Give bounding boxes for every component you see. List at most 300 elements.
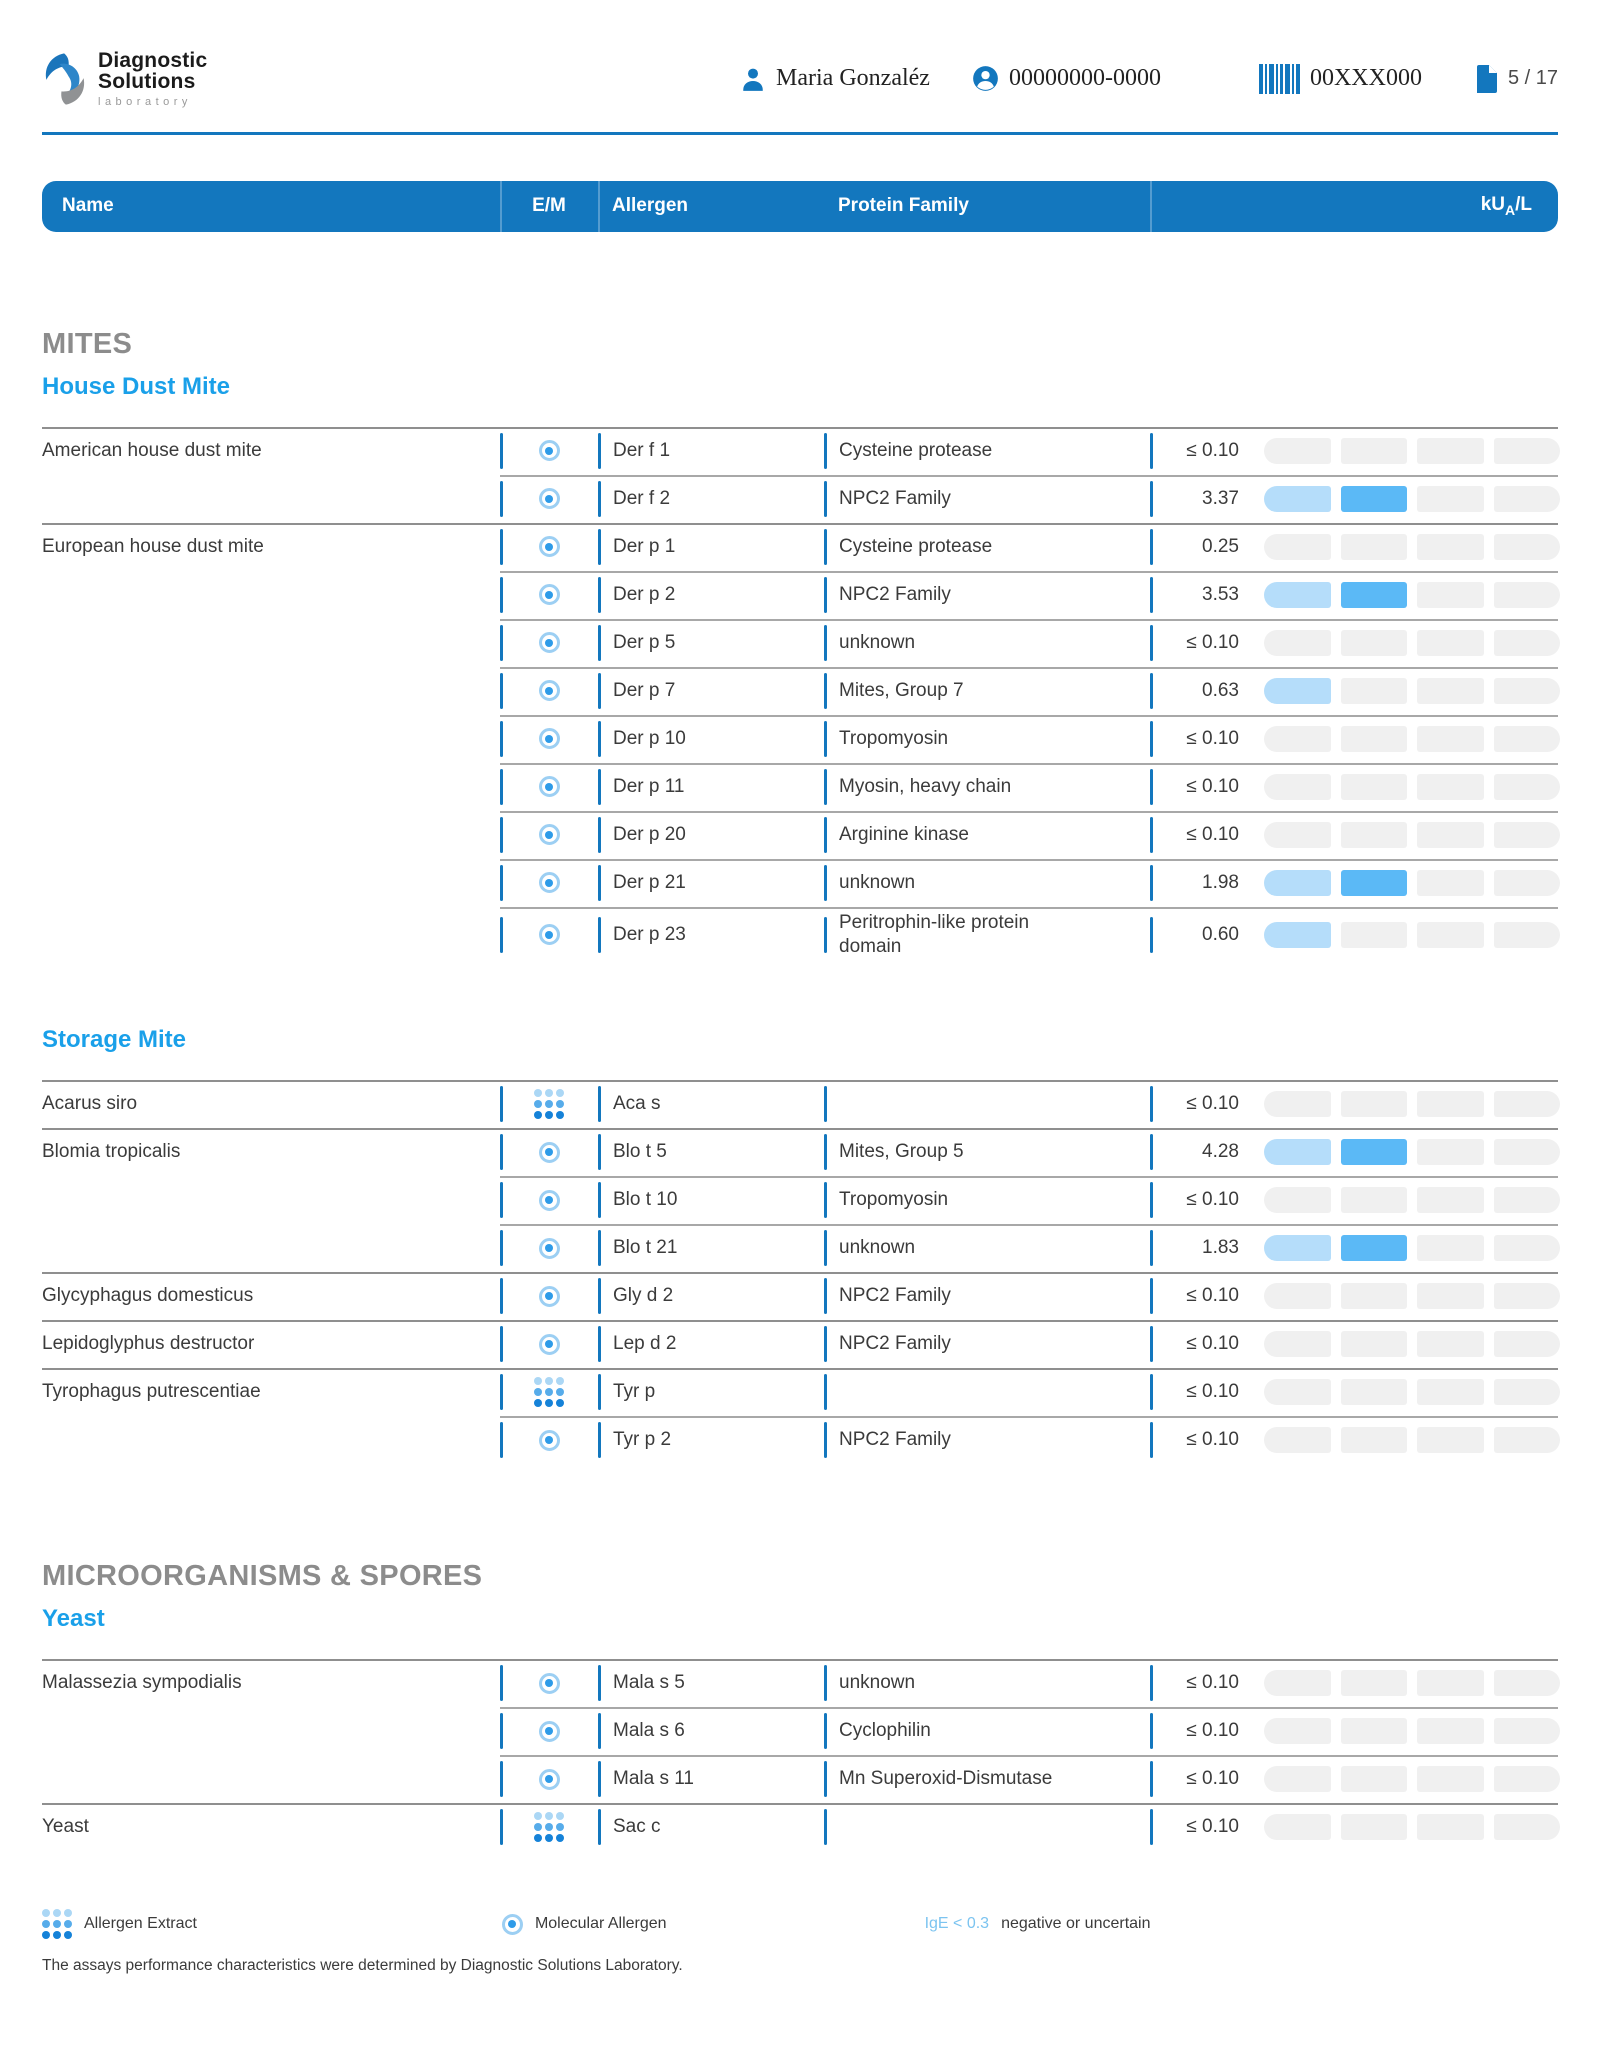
result-value: 4.28	[1150, 1141, 1252, 1163]
bar-segment	[1341, 870, 1408, 896]
allergen-code: Der p 2	[598, 584, 824, 606]
bar-segment	[1417, 534, 1484, 560]
bar-segment	[1417, 1814, 1484, 1840]
em-cell	[500, 1128, 598, 1176]
bar-segment	[1341, 1379, 1408, 1405]
result-bar	[1252, 1427, 1560, 1453]
result-value: 1.98	[1150, 872, 1252, 894]
protein-family: unknown	[824, 627, 1150, 659]
molecular-allergen-icon	[539, 924, 560, 945]
organism-name: Glycyphagus domesticus	[42, 1285, 254, 1307]
bar-segment	[1417, 1427, 1484, 1453]
result-value: ≤ 0.10	[1150, 1285, 1252, 1307]
organism-name: Acarus siro	[42, 1093, 138, 1115]
protein-family: Tropomyosin	[824, 723, 1150, 755]
bar-segment	[1341, 486, 1408, 512]
person-icon	[740, 66, 766, 92]
bar-segment	[1417, 678, 1484, 704]
bar-segment	[1264, 486, 1331, 512]
allergen-code: Der p 23	[598, 924, 824, 946]
molecular-allergen-icon	[539, 1721, 560, 1742]
protein-family	[824, 1381, 1150, 1403]
protein-family: unknown	[824, 1232, 1150, 1264]
bar-segment	[1341, 1139, 1408, 1165]
table-header-bar	[42, 181, 1558, 232]
bar-segment	[1417, 1139, 1484, 1165]
result-value: ≤ 0.10	[1150, 440, 1252, 462]
logo	[42, 50, 207, 108]
molecular-allergen-icon	[539, 1286, 560, 1307]
page-icon	[1474, 65, 1498, 93]
protein-family: Cysteine protease	[824, 531, 1150, 563]
molecular-allergen-icon	[539, 1238, 560, 1259]
protein-family: NPC2 Family	[824, 1280, 1150, 1312]
patient-id-item	[972, 65, 1161, 92]
table-row	[42, 1659, 1558, 1707]
table-row	[42, 1128, 1558, 1176]
allergen-extract-icon	[42, 1909, 72, 1939]
organism-name: American house dust mite	[42, 439, 262, 461]
result-value: ≤ 0.10	[1150, 1720, 1252, 1742]
bar-segment	[1264, 1718, 1331, 1744]
bar-segment	[1264, 438, 1331, 464]
em-cell	[500, 715, 598, 763]
allergen-code: Tyr p	[598, 1381, 824, 1403]
logo-line3: laboratory	[98, 95, 192, 108]
results-table	[42, 1080, 1558, 1464]
allergen-code: Mala s 5	[598, 1672, 824, 1694]
em-cell	[500, 1080, 598, 1128]
barcode-icon	[1259, 64, 1300, 94]
sections	[42, 328, 1558, 1852]
bar-segment	[1264, 1235, 1331, 1261]
bar-segment	[1341, 1427, 1408, 1453]
em-cell	[500, 475, 598, 523]
legend-ige-note: negative or uncertain	[1001, 1915, 1151, 1933]
result-bar	[1252, 870, 1560, 896]
bar-segment	[1417, 774, 1484, 800]
subsection-title: Yeast	[42, 1605, 105, 1633]
result-value: ≤ 0.10	[1150, 1333, 1252, 1355]
table-row	[42, 763, 1558, 811]
result-value: ≤ 0.10	[1150, 776, 1252, 798]
result-bar	[1252, 774, 1560, 800]
table-row	[42, 1272, 1558, 1320]
result-value: ≤ 0.10	[1150, 1093, 1252, 1115]
protein-family	[824, 1816, 1150, 1838]
bar-segment	[1494, 582, 1561, 608]
table-row	[42, 1320, 1558, 1368]
allergen-code: Sac c	[598, 1816, 824, 1838]
column-header-allergen: Allergen	[598, 181, 824, 232]
molecular-allergen-icon	[539, 824, 560, 845]
bar-segment	[1341, 1235, 1408, 1261]
result-value: 0.25	[1150, 536, 1252, 558]
bar-segment	[1494, 1283, 1561, 1309]
table-row	[42, 1176, 1558, 1224]
organism-name: Malassezia sympodialis	[42, 1672, 242, 1694]
allergen-code: Der p 21	[598, 872, 824, 894]
bar-segment	[1341, 1670, 1408, 1696]
result-bar	[1252, 1331, 1560, 1357]
column-header-name: Name	[62, 195, 114, 217]
organism-name: European house dust mite	[42, 535, 264, 557]
result-bar	[1252, 922, 1560, 948]
legend-ige-range: IgE < 0.3	[924, 1915, 990, 1933]
subsection-title: House Dust Mite	[42, 372, 231, 400]
bar-segment	[1417, 870, 1484, 896]
molecular-allergen-icon	[539, 440, 560, 461]
result-value: ≤ 0.10	[1150, 1429, 1252, 1451]
allergen-code: Aca s	[598, 1093, 824, 1115]
bar-segment	[1494, 922, 1561, 948]
logo-line1: Diagnostic	[98, 49, 208, 72]
result-value: ≤ 0.10	[1150, 632, 1252, 654]
em-cell	[500, 427, 598, 475]
legend-molecular-label: Molecular Allergen	[534, 1915, 667, 1933]
table-row	[42, 1080, 1558, 1128]
result-value: ≤ 0.10	[1150, 1381, 1252, 1403]
section-title: MITES	[42, 327, 133, 360]
bar-segment	[1264, 1139, 1331, 1165]
results-table	[42, 1659, 1558, 1851]
molecular-allergen-icon	[539, 776, 560, 797]
bar-segment	[1341, 534, 1408, 560]
result-value: ≤ 0.10	[1150, 728, 1252, 750]
result-bar	[1252, 1235, 1560, 1261]
result-value: 0.60	[1150, 924, 1252, 946]
molecular-allergen-icon	[539, 536, 560, 557]
result-bar	[1252, 582, 1560, 608]
patient-id: 00000000-0000	[1008, 65, 1161, 92]
bar-segment	[1341, 582, 1408, 608]
bar-segment	[1494, 1187, 1561, 1213]
bar-segment	[1264, 1766, 1331, 1792]
allergen-code: Blo t 21	[598, 1237, 824, 1259]
bar-segment	[1494, 726, 1561, 752]
result-bar	[1252, 1814, 1560, 1840]
molecular-allergen-icon	[502, 1914, 523, 1935]
protein-family: Mites, Group 7	[824, 675, 1150, 707]
bar-segment	[1494, 1670, 1561, 1696]
footnote: The assays performance characteristics were determined by Diagnostic Solutions Laboratory.	[42, 1957, 683, 1975]
result-bar	[1252, 822, 1560, 848]
bar-segment	[1494, 1331, 1561, 1357]
protein-family	[824, 1093, 1150, 1115]
table-row	[42, 523, 1558, 571]
bar-segment	[1341, 1331, 1408, 1357]
barcode-item	[1259, 64, 1422, 94]
bar-segment	[1417, 630, 1484, 656]
em-cell	[500, 1176, 598, 1224]
bar-segment	[1494, 486, 1561, 512]
bar-segment	[1417, 1331, 1484, 1357]
table-row	[42, 475, 1558, 523]
allergen-code: Der p 10	[598, 728, 824, 750]
allergen-code: Mala s 6	[598, 1720, 824, 1742]
em-cell	[500, 1320, 598, 1368]
result-bar	[1252, 1766, 1560, 1792]
result-value: ≤ 0.10	[1150, 1816, 1252, 1838]
molecular-allergen-icon	[539, 1769, 560, 1790]
allergen-extract-icon	[534, 1089, 564, 1119]
bar-segment	[1341, 726, 1408, 752]
allergen-code: Lep d 2	[598, 1333, 824, 1355]
person-circle-icon	[972, 65, 999, 92]
bar-segment	[1494, 438, 1561, 464]
page-number: 5 / 17	[1507, 67, 1558, 90]
table-row	[42, 667, 1558, 715]
bar-segment	[1341, 1091, 1408, 1117]
bar-segment	[1417, 726, 1484, 752]
legend-extract	[42, 1909, 197, 1939]
bar-segment	[1494, 1379, 1561, 1405]
protein-family: NPC2 Family	[824, 1424, 1150, 1456]
results-table	[42, 427, 1558, 963]
bar-segment	[1417, 822, 1484, 848]
em-cell	[500, 523, 598, 571]
allergen-code: Der p 20	[598, 824, 824, 846]
bar-segment	[1494, 1814, 1561, 1840]
protein-family: Mites, Group 5	[824, 1136, 1150, 1168]
protein-family: unknown	[824, 1667, 1150, 1699]
column-header-unit	[1150, 181, 1560, 232]
result-bar	[1252, 1139, 1560, 1165]
table-row	[42, 1707, 1558, 1755]
bar-segment	[1494, 534, 1561, 560]
subsection-title: Storage Mite	[42, 1026, 187, 1054]
allergen-code: Der p 5	[598, 632, 824, 654]
protein-family: unknown	[824, 867, 1150, 899]
em-cell	[500, 619, 598, 667]
table-row	[42, 1416, 1558, 1464]
organism-name: Blomia tropicalis	[42, 1141, 181, 1163]
table-row	[42, 1803, 1558, 1851]
protein-family: Myosin, heavy chain	[824, 771, 1150, 803]
bar-segment	[1417, 1235, 1484, 1261]
bar-segment	[1264, 726, 1331, 752]
em-cell	[500, 811, 598, 859]
section-title: MICROORGANISMS & SPORES	[42, 1560, 483, 1593]
bar-segment	[1341, 1283, 1408, 1309]
bar-segment	[1264, 534, 1331, 560]
bar-segment	[1494, 1427, 1561, 1453]
bar-segment	[1341, 822, 1408, 848]
allergen-code: Der p 1	[598, 536, 824, 558]
protein-family: NPC2 Family	[824, 1328, 1150, 1360]
protein-family: Cysteine protease	[824, 435, 1150, 467]
result-value: 3.53	[1150, 584, 1252, 606]
table-row	[42, 1368, 1558, 1416]
table-row	[42, 571, 1558, 619]
table-row	[42, 1224, 1558, 1272]
em-cell	[500, 859, 598, 907]
logo-line2: Solutions	[98, 70, 196, 94]
barcode-id: 00XXX000	[1309, 65, 1422, 92]
bar-segment	[1264, 1814, 1331, 1840]
molecular-allergen-icon	[539, 584, 560, 605]
bar-segment	[1417, 438, 1484, 464]
molecular-allergen-icon	[539, 1430, 560, 1451]
table-row	[42, 811, 1558, 859]
result-bar	[1252, 438, 1560, 464]
unit-label: $kU_A/L$	[1480, 194, 1532, 219]
protein-family: NPC2 Family	[824, 579, 1150, 611]
result-bar	[1252, 678, 1560, 704]
em-cell	[500, 1707, 598, 1755]
bar-segment	[1341, 1187, 1408, 1213]
result-value: 1.83	[1150, 1237, 1252, 1259]
result-bar	[1252, 1283, 1560, 1309]
table-row	[42, 907, 1558, 963]
logo-swirl-icon	[42, 51, 88, 107]
bar-segment	[1494, 822, 1561, 848]
bar-segment	[1417, 1670, 1484, 1696]
result-bar	[1252, 630, 1560, 656]
page-number-item	[1474, 65, 1558, 93]
em-cell	[500, 1272, 598, 1320]
allergen-code: Der p 7	[598, 680, 824, 702]
bar-segment	[1494, 1139, 1561, 1165]
bar-segment	[1417, 1283, 1484, 1309]
bar-segment	[1264, 678, 1331, 704]
bar-segment	[1417, 1718, 1484, 1744]
protein-family: NPC2 Family	[824, 483, 1150, 515]
page-header	[42, 50, 1558, 135]
result-bar	[1252, 726, 1560, 752]
bar-segment	[1417, 1379, 1484, 1405]
em-cell	[500, 1755, 598, 1803]
result-bar	[1252, 1379, 1560, 1405]
result-value: 0.63	[1150, 680, 1252, 702]
bar-segment	[1417, 486, 1484, 512]
column-header-em: E/M	[500, 181, 598, 232]
bar-segment	[1494, 1235, 1561, 1261]
bar-segment	[1264, 1187, 1331, 1213]
molecular-allergen-icon	[539, 680, 560, 701]
molecular-allergen-icon	[539, 488, 560, 509]
protein-family: Mn Superoxid-Dismutase	[824, 1763, 1150, 1795]
bar-segment	[1341, 922, 1408, 948]
bar-segment	[1264, 870, 1331, 896]
protein-family: Cyclophilin	[824, 1715, 1150, 1747]
em-cell	[500, 1224, 598, 1272]
table-row	[42, 619, 1558, 667]
organism-name: Tyrophagus putrescentiae	[42, 1381, 261, 1403]
bar-segment	[1264, 630, 1331, 656]
bar-segment	[1264, 774, 1331, 800]
patient-name-item	[740, 65, 930, 92]
molecular-allergen-icon	[539, 1190, 560, 1211]
result-bar	[1252, 1718, 1560, 1744]
bar-segment	[1494, 678, 1561, 704]
allergen-code: Blo t 10	[598, 1189, 824, 1211]
em-cell	[500, 1416, 598, 1464]
protein-family: Tropomyosin	[824, 1184, 1150, 1216]
protein-family: Peritrophin-like protein domain	[824, 907, 1150, 963]
bar-segment	[1494, 870, 1561, 896]
allergen-extract-icon	[534, 1812, 564, 1842]
bar-segment	[1341, 438, 1408, 464]
em-cell	[500, 763, 598, 811]
bar-segment	[1494, 630, 1561, 656]
legend-ige	[925, 1915, 1151, 1933]
result-bar	[1252, 1670, 1560, 1696]
patient-name: Maria Gonzaléz	[776, 65, 930, 92]
allergen-code: Der p 11	[598, 776, 824, 798]
em-cell	[500, 907, 598, 963]
result-value: ≤ 0.10	[1150, 1768, 1252, 1790]
bar-segment	[1494, 1718, 1561, 1744]
allergen-code: Tyr p 2	[598, 1429, 824, 1451]
legend-molecular	[502, 1914, 667, 1935]
bar-segment	[1417, 922, 1484, 948]
bar-segment	[1341, 630, 1408, 656]
molecular-allergen-icon	[539, 872, 560, 893]
bar-segment	[1341, 1718, 1408, 1744]
bar-segment	[1341, 678, 1408, 704]
molecular-allergen-icon	[539, 1334, 560, 1355]
molecular-allergen-icon	[539, 632, 560, 653]
protein-family: Arginine kinase	[824, 819, 1150, 851]
result-value: ≤ 0.10	[1150, 1672, 1252, 1694]
em-cell	[500, 1659, 598, 1707]
bar-segment	[1264, 1670, 1331, 1696]
bar-segment	[1417, 1187, 1484, 1213]
allergen-code: Der f 2	[598, 488, 824, 510]
bar-segment	[1341, 1814, 1408, 1840]
legend	[42, 1909, 1558, 1939]
molecular-allergen-icon	[539, 1673, 560, 1694]
bar-segment	[1264, 1091, 1331, 1117]
bar-segment	[1264, 1427, 1331, 1453]
em-cell	[500, 1803, 598, 1851]
organism-name: Yeast	[42, 1816, 89, 1838]
allergen-code: Der f 1	[598, 440, 824, 462]
bar-segment	[1417, 1766, 1484, 1792]
allergen-extract-icon	[534, 1377, 564, 1407]
bar-segment	[1264, 922, 1331, 948]
em-cell	[500, 667, 598, 715]
bar-segment	[1264, 1283, 1331, 1309]
allergen-code: Mala s 11	[598, 1768, 824, 1790]
table-row	[42, 427, 1558, 475]
molecular-allergen-icon	[539, 1142, 560, 1163]
table-row	[42, 1755, 1558, 1803]
molecular-allergen-icon	[539, 728, 560, 749]
bar-segment	[1264, 1379, 1331, 1405]
table-row	[42, 859, 1558, 907]
legend-extract-label: Allergen Extract	[84, 1915, 197, 1933]
allergen-code: Blo t 5	[598, 1141, 824, 1163]
bar-segment	[1341, 1766, 1408, 1792]
logo-text	[98, 50, 207, 108]
bar-segment	[1264, 1331, 1331, 1357]
result-value: 3.37	[1150, 488, 1252, 510]
result-bar	[1252, 486, 1560, 512]
bar-segment	[1494, 1766, 1561, 1792]
em-cell	[500, 1368, 598, 1416]
table-row	[42, 715, 1558, 763]
organism-name: Lepidoglyphus destructor	[42, 1333, 255, 1355]
allergen-code: Gly d 2	[598, 1285, 824, 1307]
bar-segment	[1341, 774, 1408, 800]
bar-segment	[1417, 582, 1484, 608]
bar-segment	[1264, 582, 1331, 608]
result-bar	[1252, 1187, 1560, 1213]
bar-segment	[1494, 774, 1561, 800]
bar-segment	[1264, 822, 1331, 848]
